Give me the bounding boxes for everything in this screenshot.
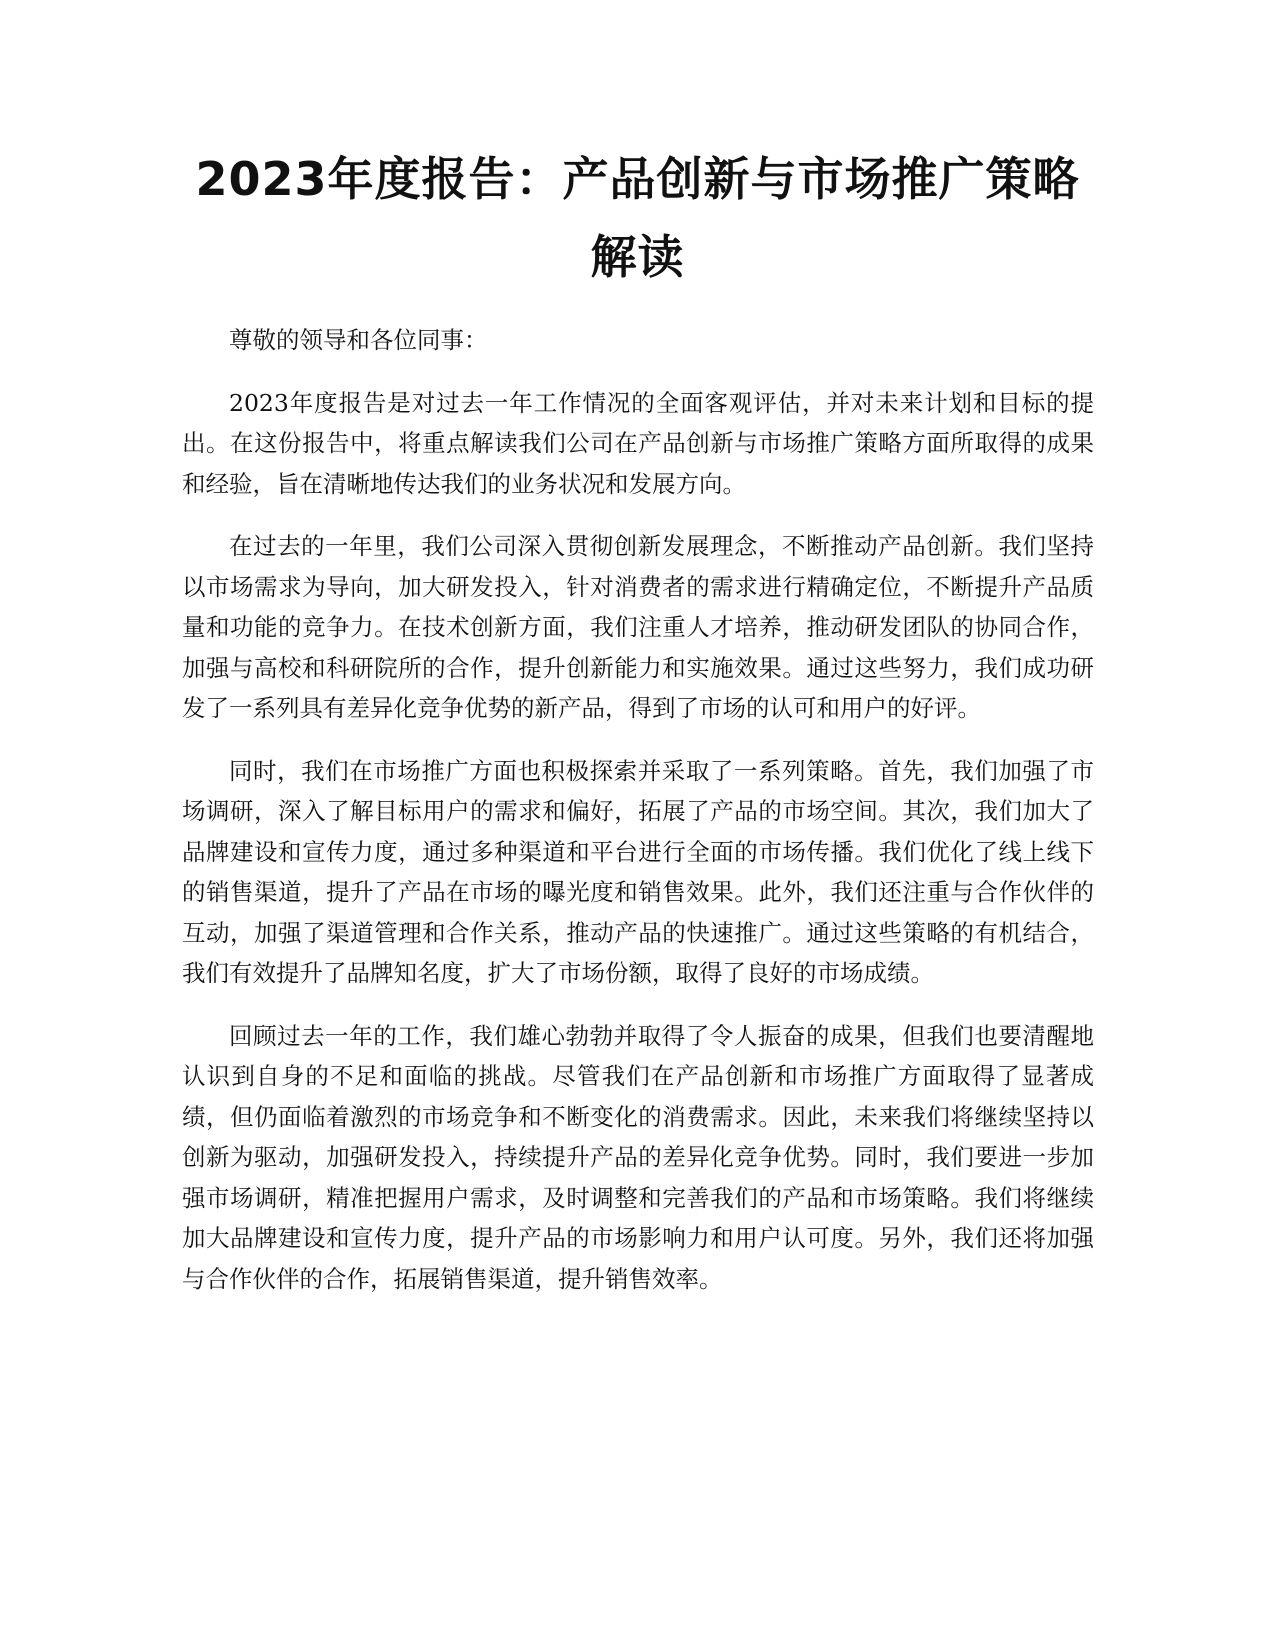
paragraph-review-outlook: 回顾过去一年的工作，我们雄心勃勃并取得了令人振奋的成果，但我们也要清醒地认识到自身的不足和面临的挑战。尽管我们在产品创新和市场推广方面取得了显著成绩，但仍面临着激烈的市场竞争和不断变化的消费需求。因此，未来我们将继续坚持以创新为驱动，加强研发投入，持续提升产品的差异化竞争优势。同时，我们要进一步加强市场调研，精准把握用户需求，及时调整和完善我们的产品和市场策略。我们将继续加大品牌建设和宣传力度，提升产品的市场影响力和用户认可度。另外，我们还将加强与合作伙伴的合作，拓展销售渠道，提升销售效率。: [182, 1021, 1094, 1293]
salutation: 尊敬的领导和各位同事：: [229, 326, 488, 354]
document-title: 2023年度报告：产品创新与市场推广策略解读: [195, 152, 1080, 284]
document-body: [182, 320, 1094, 1321]
paragraph-market-promotion: 同时，我们在市场推广方面也积极探索并采取了一系列策略。首先，我们加强了市场调研，深入了解目标用户的需求和偏好，拓展了产品的市场空间。其次，我们加大了品牌建设和宣传力度，通过多种渠道和平台进行全面的市场传播。我们优化了线上线下的销售渠道，提升了产品在市场的曝光度和销售效果。此外，我们还注重与合作伙伴的互动，加强了渠道管理和合作关系，推动产品的快速推广。通过这些策略的有机结合，我们有效提升了品牌知名度，扩大了市场份额，取得了良好的市场成绩。: [182, 756, 1094, 987]
paragraph-product-innovation: 在过去的一年里，我们公司深入贯彻创新发展理念，不断推动产品创新。我们坚持以市场需求为导向，加大研发投入，针对消费者的需求进行精确定位，不断提升产品质量和功能的竞争力。在技术创新方面，我们注重人才培养，推动研发团队的协同合作，加强与高校和科研院所的合作，提升创新能力和实施效果。通过这些努力，我们成功研发了一系列具有差异化竞争优势的新产品，得到了市场的认可和用户的好评。: [182, 532, 1094, 722]
paragraph-intro: 2023年度报告是对过去一年工作情况的全面客观评估，并对未来计划和目标的提出。在这份报告中，将重点解读我们公司在产品创新与市场推广策略方面所取得的成果和经验，旨在清晰地传达我们的业务状况和发展方向。: [182, 388, 1094, 498]
